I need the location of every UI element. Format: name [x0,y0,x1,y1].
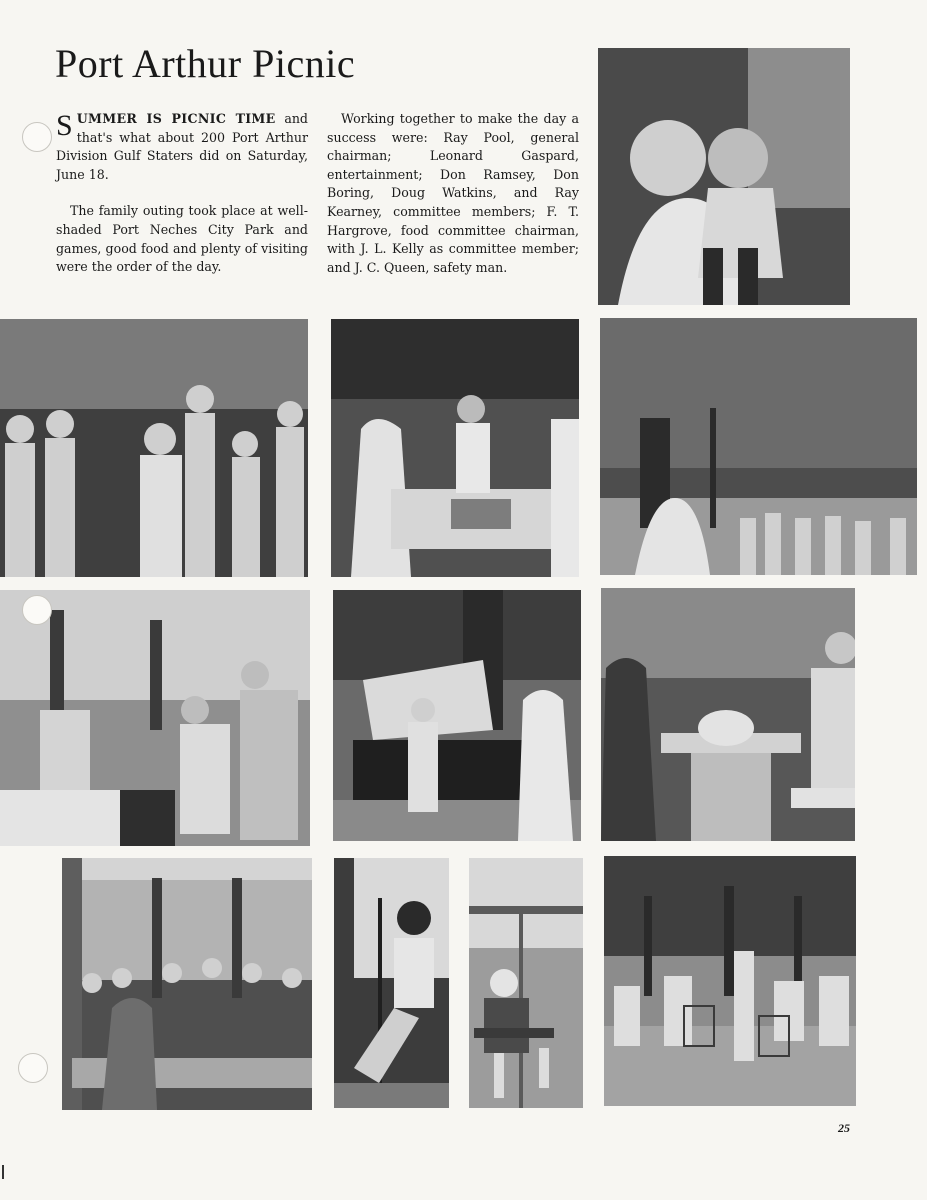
photo-car-trunk-scene [333,590,581,841]
photo-ice-chest-men [0,590,310,846]
paragraph-1 [56,110,308,184]
edge-mark [2,1165,4,1179]
lead-caps: UMMER IS PICNIC TIME [76,111,276,126]
text-column-2 [327,110,579,295]
page-number: 25 [838,1121,850,1135]
photo-children-group-with-clown [0,319,308,577]
binder-hole-top [22,122,52,152]
photo-game-crowd [600,318,917,575]
article-title: Port Arthur Picnic [55,41,356,86]
photo-food-serving-line [331,319,579,577]
photo-park-lawn-chairs [604,856,856,1106]
binder-hole-bottom [18,1053,48,1083]
paragraph-2: The family outing took place at well-shaded Port Neches City Park and games, good food and plenty of visiting were the order of the day. [56,203,308,275]
paragraph-3: Working together to make the day a success were: Ray Pool, general chairman; Leonard Gaspard, entertainment; Don Ramsey, Don Boring, Doug Watkins, and Ray Kearney, committee members; F. T. Hargrove, food committee chairman, with J. L. Kelly as committee member; and J. C. Queen, safety man. [327,111,579,275]
photo-clown-with-girl [598,48,850,305]
binder-hole-middle [22,595,52,625]
photo-pavilion-diners [62,858,312,1110]
photo-woman-on-swing [334,858,449,1108]
text-column-1 [56,110,308,295]
photo-child-on-swing [469,858,583,1108]
photo-picnic-table-family [601,588,855,841]
paragraph-1-text: and that's what about 200 Port Arthur Division Gulf Staters did on Saturday, June 18. [56,111,308,182]
drop-cap: S [56,109,73,142]
